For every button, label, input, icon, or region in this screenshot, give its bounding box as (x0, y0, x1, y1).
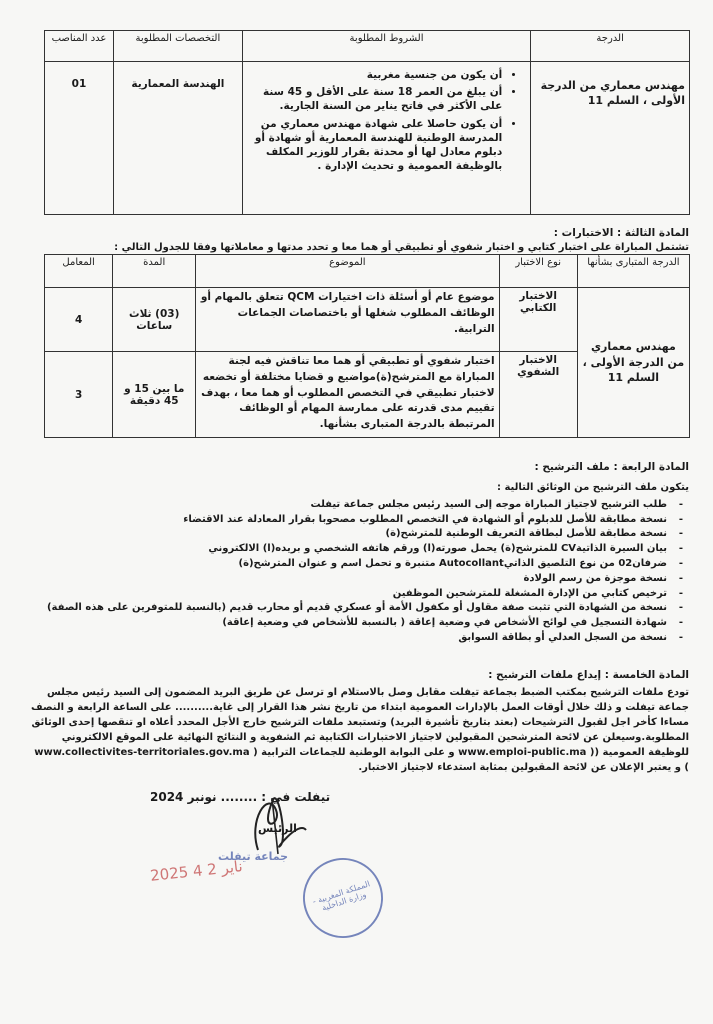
document-item: - طلب الترشيح لاجتياز المباراة موجه إلى السيد رئيس مجلس جماعة تيفلت (30, 498, 667, 513)
specialty-cell (113, 62, 242, 215)
grade-text: مهندس معماري من الدرجة الأولى ، السلم 11 (540, 79, 685, 108)
document-item: - شهادة التسجيل في لوائح الأشخاص في وضعية إعاقة ( بالنسبة للأشخاص في وضعية إعاقة) (30, 616, 667, 631)
article3-title: المادة الثالثة : الاختبارات : (553, 227, 689, 239)
exam-grade-cell (577, 288, 689, 438)
positions-count: 01 (71, 78, 87, 90)
documents-list (30, 498, 689, 646)
exam-type: الاختبار الكتابي (519, 290, 557, 314)
condition-item: • أن يكون من جنسية مغربية (247, 68, 502, 82)
article5-title: المادة الخامسة : إيداع ملفات الترشيح : (488, 669, 689, 681)
article3-intro: تشتمل المباراة على اختبار كتابي و اختبار شفوي أو تطبيقي أو هما معا و تحدد مدتها و معاملاتها وفقا للجدول التالي : (114, 242, 689, 254)
exam-type-cell (499, 288, 577, 352)
exams-header-row (45, 255, 690, 288)
header-exam-type: نوع الاختبار (499, 255, 577, 288)
positions-header-row (45, 31, 690, 62)
document-item: - ترخيص كتابي من الإدارة المشغلة للمترشحين الموظفين (30, 587, 667, 602)
header-exam-duration: المدة (113, 255, 196, 288)
document-item: - نسخة من الشهادة التي تثبت صفة مقاول أو مكفول الأمة أو عسكري قديم أو محارب قديم (بالنسبة للمتوفرين على هذه الصفة) (30, 601, 667, 616)
document-item: - بيان السيرة الذاتيةCV للمترشح(ة) يحمل صورته(ا) ورقم هاتفه الشخصي و بريده(ا) الالكتروني (30, 542, 667, 557)
exam-duration-cell (113, 352, 196, 438)
exam-subject-cell (196, 288, 499, 352)
document-item: - ضرفان02 من نوع التلصيق الذاتيAutocollant متنبرة و تحمل اسم و عنوان المترشح(ة) (30, 557, 667, 572)
header-exam-subject: الموضوع (196, 255, 499, 288)
header-specialty: التخصصات المطلوبة (113, 31, 242, 62)
article5-body: تودع ملفات الترشيح بمكتب الضبط بجماعة تيفلت مقابل وصل بالاستلام او ترسل عن طريق البريد المضمون إلى السيد رئيس مجلس جماعة تيفلت و ذلك خلال أوقات العمل بالإدارات العمومية ابتداء من تاريخ نشر هذا القرار إلى غاية.......... على الساعة الرابعة و النصف مساءا كأخر اجل لقبول الترشيحات (بعتد بتاريخ تأشيرة البريد) وتستبعد ملفات الترشيح خارج الأجل المحدد أعلاه او تنقصها إحدى الوثائق المطلوبة.وسيعلن عن لائحة المترشحين المقبولين لاجتياز الاختبارات الكتابية ثم الشفوية و النتائج النهائية على الموقع الالكتروني للوظيفة العمومية (( www.emploi-public.ma و على البوابة الوطنية للجماعات الترابية ( www.collectivites-territoriales.gov.ma ) و يعتبر الإعلان عن لائحة المقبولين بمثابة استدعاء لاجتياز الاختبار. (31, 687, 689, 774)
exam-type: الاختبار الشفوي (517, 354, 560, 378)
conditions-cell (242, 62, 530, 215)
date-stamp: 2025 ناير 2 4 (149, 857, 244, 885)
exam-duration: ما بين 15 و 45 دقيقة (124, 382, 185, 407)
president-label: الرئيس (258, 822, 297, 835)
document-item: - نسخة مطابقة للأصل لبطاقة التعريف الوطنية للمترشح(ة) (30, 527, 667, 542)
exam-coef: 4 (74, 313, 83, 326)
exam-subject-cell (196, 352, 499, 438)
condition-item: • أن يكون حاصلا على شهادة مهندس معماري من المدرسة الوطنية للهندسة المعمارية أو شهادة أو دبلوم معادل لها أو محدثة بقرار للوزير المكلف بالوظيفة العمومية و تحديث الإدارة . (247, 117, 502, 174)
condition-item: • أن يبلغ من العمر 18 سنة على الأقل و 45 سنة على الأكثر في فاتح يناير من السنة الجارية. (247, 85, 502, 113)
exam-coef-cell (45, 352, 113, 438)
article4-title: المادة الرابعة : ملف الترشيح : (534, 461, 689, 473)
positions-table (44, 30, 690, 215)
header-positions: عدد المناصب (45, 31, 114, 62)
exam-grade-text: مهندس معماري من الدرجة الأولى ، السلم 11 (582, 340, 685, 385)
header-conditions: الشروط المطلوبة (242, 31, 530, 62)
exam-coef: 3 (74, 388, 83, 401)
exam-duration-cell (113, 288, 196, 352)
document-item: - نسخة موجزة من رسم الولادة (30, 572, 667, 587)
article4-section (30, 460, 689, 646)
grade-cell (531, 62, 690, 215)
place-date: تيفلت في : ........ نونبر 2024 (150, 790, 331, 804)
specialty-text: الهندسة المعمارية (131, 78, 225, 90)
header-grade: الدرجة (531, 31, 690, 62)
document-item: - نسخة مطابقة للأصل للدبلوم أو الشهادة في التخصص المطلوب مصحوبا بقرار المعادلة عند الاقتضاء (30, 513, 667, 528)
exam-row-written (45, 288, 690, 352)
exam-coef-cell (45, 288, 113, 352)
round-seal-text: المملكة المغربية - وزارة الداخلية (311, 879, 372, 913)
exams-table (44, 254, 690, 438)
exam-type-cell (499, 352, 577, 438)
exam-duration: (03) ثلاث ساعات (129, 307, 180, 332)
header-exam-coef: المعامل (45, 255, 113, 288)
article4-intro: يتكون ملف الترشيح من الوثائق التالية : (497, 482, 689, 494)
article3-header (30, 226, 689, 256)
header-exam-grade: الدرجة المتبارى بشأنها (577, 255, 689, 288)
positions-cell (45, 62, 114, 215)
exam-subject: اختبار شفوي أو تطبيقي أو هما معا تناقش فيه لجنة المباراة مع المترشح(ة)مواضيع و قضايا مختلفة أو تخضعه لاختبار تطبيقي في التخصص المطلوب أو هما معا ، بهدف تقييم مدى قدرته على ممارسة المهام أو الوظائف المرتبطة بالدرجة المتبارى بشأنها. (201, 355, 495, 430)
exam-subject: موضوع عام أو أسئلة ذات اختيارات QCM تتعلق بالمهام أو الوظائف المطلوب شغلها أو باختصاصات الجماعات الترابية. (200, 291, 495, 335)
positions-row (45, 62, 690, 215)
conditions-list (247, 68, 512, 173)
stamp-text: جماعة تيفلت (217, 850, 289, 863)
document-item: - نسخة من السجل العدلي أو بطاقة السوابق (30, 631, 667, 646)
article5-section (30, 668, 689, 775)
